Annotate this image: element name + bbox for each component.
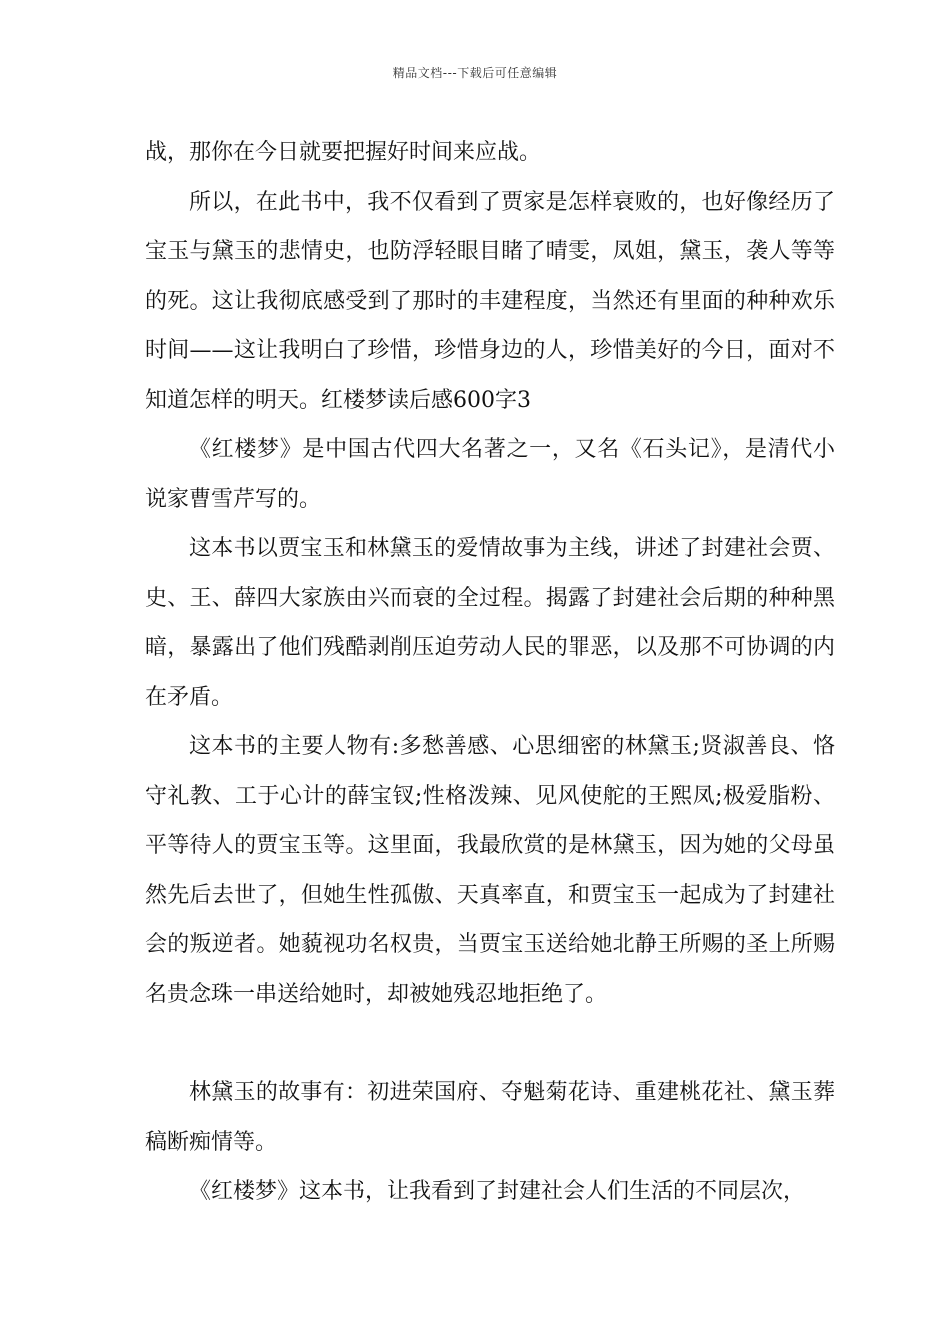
paragraph-2: 所以，在此书中，我不仅看到了贾家是怎样衰败的，也好像经历了宝玉与黛玉的悲情史，也防浮轻眼目睹了晴雯，凤姐，黛玉，袭人等等的死。这让我彻底感受到了那时的丰建程度，当然还有里面的种种欢乐时间——这让我明白了珍惜，珍惜身边的人，珍惜美好的今日，面对不知道怎样的明天。红楼梦读后感600字3: [145, 189, 835, 413]
paragraph-7: 《红楼梦》这本书，让我看到了封建社会人们生活的不同层次，: [189, 1179, 806, 1204]
paragraph-5: 这本书的主要人物有:多愁善感、心思细密的林黛玉;贤淑善良、恪守礼教、工于心计的薛宝钗;性格泼辣、见风使舵的王熙凤;极爱脂粉、平等待人的贾宝玉等。这里面，我最欣赏的是林黛玉，因为她的父母虽然先后去世了，但她生性孤傲、天真率直，和贾宝玉一起成为了封建社会的叛逆者。她藐视功名权贵，当贾宝玉送给她北静王所赐的圣上所赐名贵念珠一串送给她时，却被她残忍地拒绝了。: [145, 734, 835, 1007]
paragraph-6: 林黛玉的故事有：初进荣国府、夺魁菊花诗、重建桃花社、黛玉葬稿断痴情等。: [145, 1080, 835, 1155]
paragraph-3: 《红楼梦》是中国古代四大名著之一，又名《石头记》，是清代小说家曹雪芹写的。: [145, 437, 835, 512]
page-header: 精品文档---下载后可任意编辑: [392, 66, 558, 80]
paragraph-1: 战，那你在今日就要把握好时间来应战。: [145, 140, 542, 165]
document-body: [145, 128, 835, 1217]
paragraph-4: 这本书以贾宝玉和林黛玉的爱情故事为主线，讲述了封建社会贾、史、王、薛四大家族由兴而衰的全过程。揭露了封建社会后期的种种黑暗，暴露出了他们残酷剥削压迫劳动人民的罪恶，以及那不可协调的内在矛盾。: [145, 536, 835, 710]
